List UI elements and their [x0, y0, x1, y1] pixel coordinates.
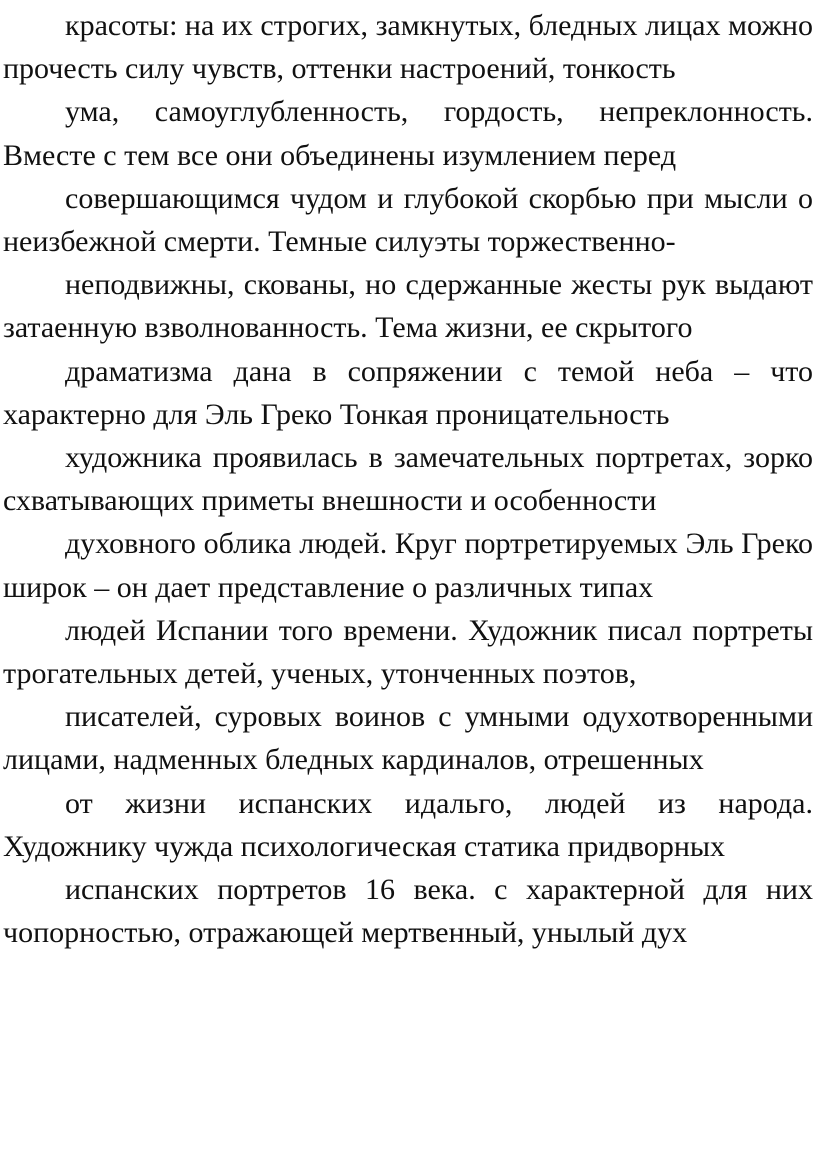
paragraph-1: красоты: на их строгих, замкнутых, бледных лицах можно прочесть силу чувств, оттенки настроений, тонкость	[3, 9, 813, 86]
paragraph-7: духовного облика людей. Круг портретируемых Эль Греко широк – он дает представление о различных типах	[3, 527, 813, 604]
paragraph-4: неподвижны, скованы, но сдержанные жесты рук выдают затаенную взволнованность. Тема жизни, ее скрытого	[3, 268, 813, 345]
paragraph-10: от жизни испанских идальго, людей из народа. Художнику чужда психологическая статика придворных	[3, 786, 813, 863]
paragraph-3: совершающимся чудом и глубокой скорбью при мысли о неизбежной смерти. Темные силуэты торжественно-	[3, 181, 813, 259]
paragraph-11: испанских портретов 16 века. с характерной для них чопорностью, отражающей мертвенный, унылый дух	[3, 873, 813, 950]
paragraph-9: писателей, суровых воинов с умными одухотворенными лицами, надменных бледных кардиналов, отрешенных	[3, 700, 813, 777]
paragraph-5: драматизма дана в сопряжении с темой неба – что характерно для Эль Греко Тонкая проницательность	[3, 354, 813, 431]
paragraph-6: художника проявилась в замечательных портретах, зорко схватывающих приметы внешности и особенности	[3, 441, 813, 518]
paragraph-8: людей Испании того времени. Художник писал портреты трогательных детей, ученых, утонченных поэтов,	[3, 613, 813, 691]
paragraph-2: ума, самоуглубленность, гордость, непреклонность. Вместе с тем все они объединены изумлением перед	[3, 95, 813, 172]
